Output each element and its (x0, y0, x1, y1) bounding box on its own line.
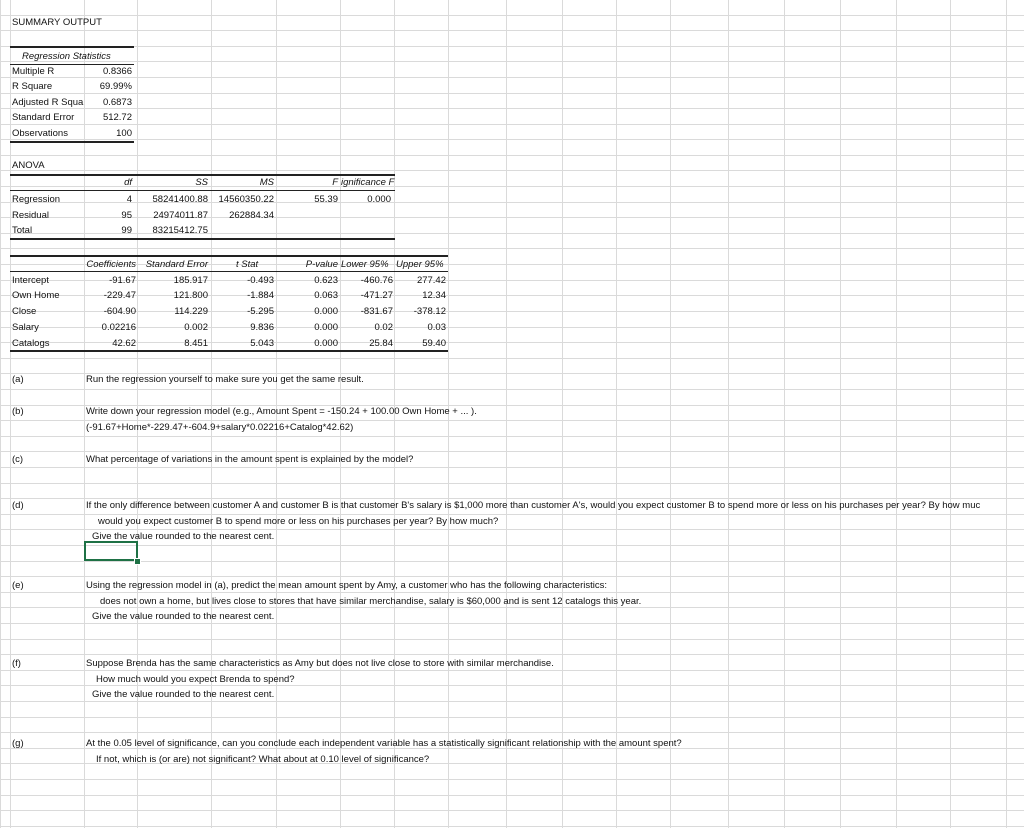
anova-cell[interactable]: 0.000 (367, 194, 391, 205)
question-text[interactable]: would you expect customer B to spend more or less on his purchases per year? By how much? (98, 515, 499, 527)
stat-value[interactable]: 69.99% (99, 81, 132, 92)
coef-header[interactable]: t Stat (236, 259, 259, 270)
coef-cell[interactable]: 0.002 (184, 322, 208, 333)
coef-cell[interactable]: 8.451 (184, 338, 208, 349)
coef-cell[interactable]: 42.62 (112, 338, 136, 349)
coef-cell[interactable]: 121.800 (173, 290, 208, 301)
stat-value[interactable]: 0.6873 (102, 97, 132, 108)
coef-cell[interactable]: -1.884 (247, 290, 274, 301)
coef-header[interactable]: Upper 95% (396, 259, 444, 270)
anova-cell[interactable]: 24974011.87 (153, 210, 208, 221)
question-text[interactable]: Give the value rounded to the nearest cent. (92, 689, 275, 701)
question-tag[interactable]: (a) (12, 374, 24, 385)
question-tag[interactable]: (g) (12, 738, 24, 749)
stat-label[interactable]: R Square (12, 81, 53, 92)
coef-header[interactable]: Coefficients (86, 259, 136, 270)
coef-header[interactable]: P-value (305, 259, 338, 270)
anova-header[interactable]: F (332, 177, 338, 188)
anova-header[interactable]: ignificance F (341, 177, 395, 188)
anova-header[interactable]: SS (195, 177, 208, 188)
anova-cell[interactable]: 83215412.75 (152, 225, 208, 236)
regression-statistics-header[interactable]: Regression Statistics (22, 51, 111, 62)
question-text[interactable]: What percentage of variations in the amount spent is explained by the model? (86, 454, 414, 465)
coef-cell[interactable]: 9.836 (250, 322, 274, 333)
coef-cell[interactable]: -378.12 (413, 306, 446, 317)
coef-cell[interactable]: 0.063 (314, 290, 338, 301)
coef-cell[interactable]: 0.02 (374, 322, 393, 333)
coef-cell[interactable]: 0.02216 (101, 322, 136, 333)
question-text[interactable]: Give the value rounded to the nearest cent. (92, 611, 275, 623)
fill-handle[interactable] (134, 558, 141, 565)
coef-row-label[interactable]: Salary (12, 322, 39, 333)
coef-cell[interactable]: 0.000 (314, 306, 338, 317)
anova-header[interactable]: df (124, 177, 132, 188)
question-text[interactable]: (-91.67+Home*-229.47+-604.9+salary*0.02216+Catalog*42.62) (86, 421, 354, 433)
anova-label[interactable]: ANOVA (12, 160, 45, 171)
coef-row-label[interactable]: Catalogs (12, 338, 50, 349)
stat-value[interactable]: 0.8366 (102, 66, 132, 77)
anova-cell[interactable]: 262884.34 (229, 210, 274, 221)
coef-cell[interactable]: 25.84 (369, 338, 393, 349)
coef-cell[interactable]: 59.40 (422, 338, 446, 349)
question-text[interactable]: Write down your regression model (e.g., Amount Spent = -150.24 + 100.00 Own Home + ... ). (86, 406, 477, 417)
anova-cell[interactable]: 99 (121, 225, 132, 236)
question-text[interactable]: Run the regression yourself to make sure you get the same result. (86, 374, 364, 385)
question-text[interactable]: Using the regression model in (a), predict the mean amount spent by Amy, a customer who has the following characteristics: (86, 580, 607, 591)
question-tag[interactable]: (c) (12, 454, 24, 465)
question-text[interactable]: If not, which is (or are) not significant? What about at 0.10 level of significance? (96, 753, 430, 765)
coef-cell[interactable]: 5.043 (250, 338, 274, 349)
question-text[interactable]: Give the value rounded to the nearest cent. (92, 531, 275, 543)
question-tag[interactable]: (f) (12, 658, 21, 669)
anova-cell[interactable]: 55.39 (314, 194, 338, 205)
coef-row-label[interactable]: Close (12, 306, 37, 317)
question-tag[interactable]: (b) (12, 406, 24, 417)
coef-cell[interactable]: 12.34 (422, 290, 446, 301)
coef-cell[interactable]: 185.917 (173, 275, 208, 286)
question-text[interactable]: If the only difference between customer A and customer B is that customer B's salary is $1,000 more than customer A's, would you expect customer B to spend more or less on his purchases per year? By how muc (86, 500, 981, 511)
coef-cell[interactable]: -91.67 (109, 275, 136, 286)
table-border (10, 174, 395, 176)
question-text[interactable]: does not own a home, but lives close to stores that have similar merchandise, salary is $60,000 and is sent 12 catalogs this year. (100, 595, 642, 607)
stat-label[interactable]: Observations (12, 128, 68, 139)
question-tag[interactable]: (d) (12, 500, 24, 511)
table-border (10, 190, 395, 191)
coef-cell[interactable]: 0.000 (314, 338, 338, 349)
coef-cell[interactable]: -604.90 (103, 306, 136, 317)
question-tag[interactable]: (e) (12, 580, 24, 591)
anova-cell[interactable]: 14560350.22 (218, 194, 274, 205)
table-border (10, 141, 134, 143)
anova-row-label[interactable]: Residual (12, 210, 49, 221)
anova-cell[interactable]: 4 (126, 194, 132, 205)
stat-value[interactable]: 100 (116, 128, 132, 139)
question-text[interactable]: How much would you expect Brenda to spend? (96, 673, 295, 685)
stat-label[interactable]: Standard Error (12, 112, 75, 123)
coef-header[interactable]: Standard Error (145, 259, 208, 270)
anova-cell[interactable]: 58241400.88 (152, 194, 208, 205)
table-border (10, 255, 448, 257)
coef-row-label[interactable]: Intercept (12, 275, 49, 286)
summary-output-title[interactable]: SUMMARY OUTPUT (12, 17, 102, 28)
anova-row-label[interactable]: Regression (12, 194, 61, 205)
selected-cell[interactable] (84, 541, 138, 561)
coef-cell[interactable]: -0.493 (247, 275, 274, 286)
table-border (10, 64, 134, 65)
coef-cell[interactable]: 114.229 (174, 306, 208, 317)
coef-cell[interactable]: -831.67 (360, 306, 393, 317)
coef-cell[interactable]: -471.27 (360, 290, 393, 301)
coef-row-label[interactable]: Own Home (12, 290, 60, 301)
table-border (10, 271, 448, 272)
coef-cell[interactable]: -229.47 (103, 290, 136, 301)
coef-cell[interactable]: -5.295 (247, 306, 274, 317)
table-border (10, 350, 448, 352)
coef-cell[interactable]: 277.42 (416, 275, 446, 286)
stat-label[interactable]: Multiple R (12, 66, 55, 77)
coef-cell[interactable]: 0.623 (314, 275, 338, 286)
anova-header[interactable]: MS (259, 177, 274, 188)
question-text[interactable]: Suppose Brenda has the same characteristics as Amy but does not live close to store with similar merchandise. (86, 658, 554, 669)
coef-cell[interactable]: 0.000 (314, 322, 338, 333)
coef-cell[interactable]: 0.03 (427, 322, 446, 333)
table-border (10, 238, 395, 240)
coef-cell[interactable]: -460.76 (360, 275, 393, 286)
anova-cell[interactable]: 95 (121, 210, 132, 221)
stat-value[interactable]: 512.72 (102, 112, 132, 123)
question-text[interactable]: At the 0.05 level of significance, can you conclude each independent variable has a statistically significant relationship with the amount spent? (86, 738, 682, 749)
anova-row-label[interactable]: Total (12, 225, 33, 236)
coef-header[interactable]: Lower 95% (341, 259, 389, 270)
stat-label[interactable]: Adjusted R Squa (12, 97, 84, 108)
table-border (10, 46, 134, 48)
